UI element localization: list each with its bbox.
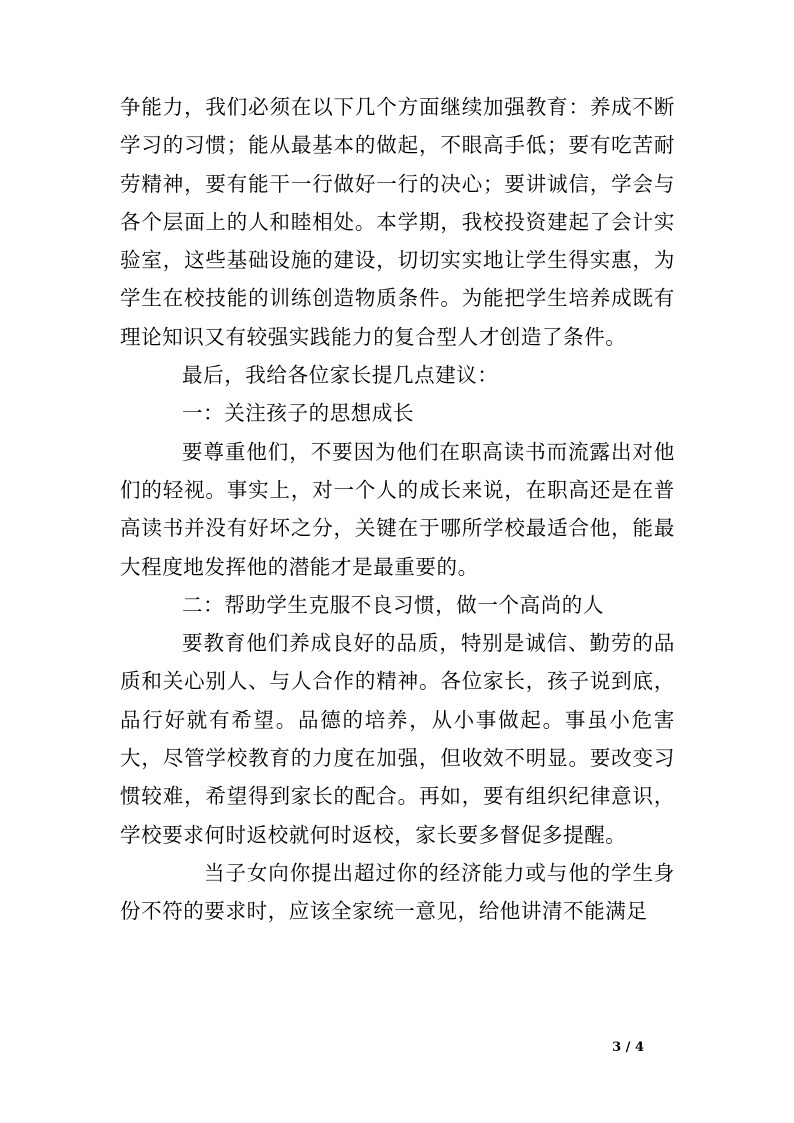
paragraph-2: 最后，我给各位家长提几点建议： (182, 363, 499, 388)
page-number: 3 / 4 (612, 1040, 644, 1055)
paragraph-1: 争能力，我们必须在以下几个方面继续加强教育：养成不断学习的习惯；能从最基本的做起，不眼高手低；要有吃苦耐劳精神，要有能干一行做好一行的决心；要讲诚信，学会与各个层面上的人和睦相处。本学期，我校投资建起了会计实验室，这些基础设施的建设，切切实实地让学生得实惠，为学生在校技能的训练创造物质条件。为能把学生培养成既有理论知识又有较强实践能力的复合型人才创造了条件。 (120, 95, 675, 349)
paragraph-3: 要尊重他们，不要因为他们在职高读书而流露出对他们的轻视。事实上，对一个人的成长来说，在职高还是在普高读书并没有好坏之分，关键在于哪所学校最适合他，能最大程度地发挥他的潜能才是最重要的。 (120, 439, 675, 579)
paragraph-4: 要教育他们养成良好的品质，特别是诚信、勤劳的品质和关心别人、与人合作的精神。各位家长，孩子说到底，品行好就有希望。品德的培养，从小事做起。事虽小危害大，尽管学校教育的力度在加强，但收效不明显。要改变习惯较难，希望得到家长的配合。再如，要有组织纪律意识，学校要求何时返校就何时返校，家长要多督促多提醒。 (120, 631, 675, 847)
paragraph-5: 当子女向你提出超过你的经济能力或与他的学生身份不符的要求时，应该全家统一意见，给他讲清不能满足 (120, 860, 675, 924)
heading-2: 二：帮助学生克服不良习惯，做一个高尚的人 (182, 592, 604, 617)
heading-1: 一：关注孩子的思想成长 (182, 401, 415, 426)
document-body (120, 88, 675, 931)
